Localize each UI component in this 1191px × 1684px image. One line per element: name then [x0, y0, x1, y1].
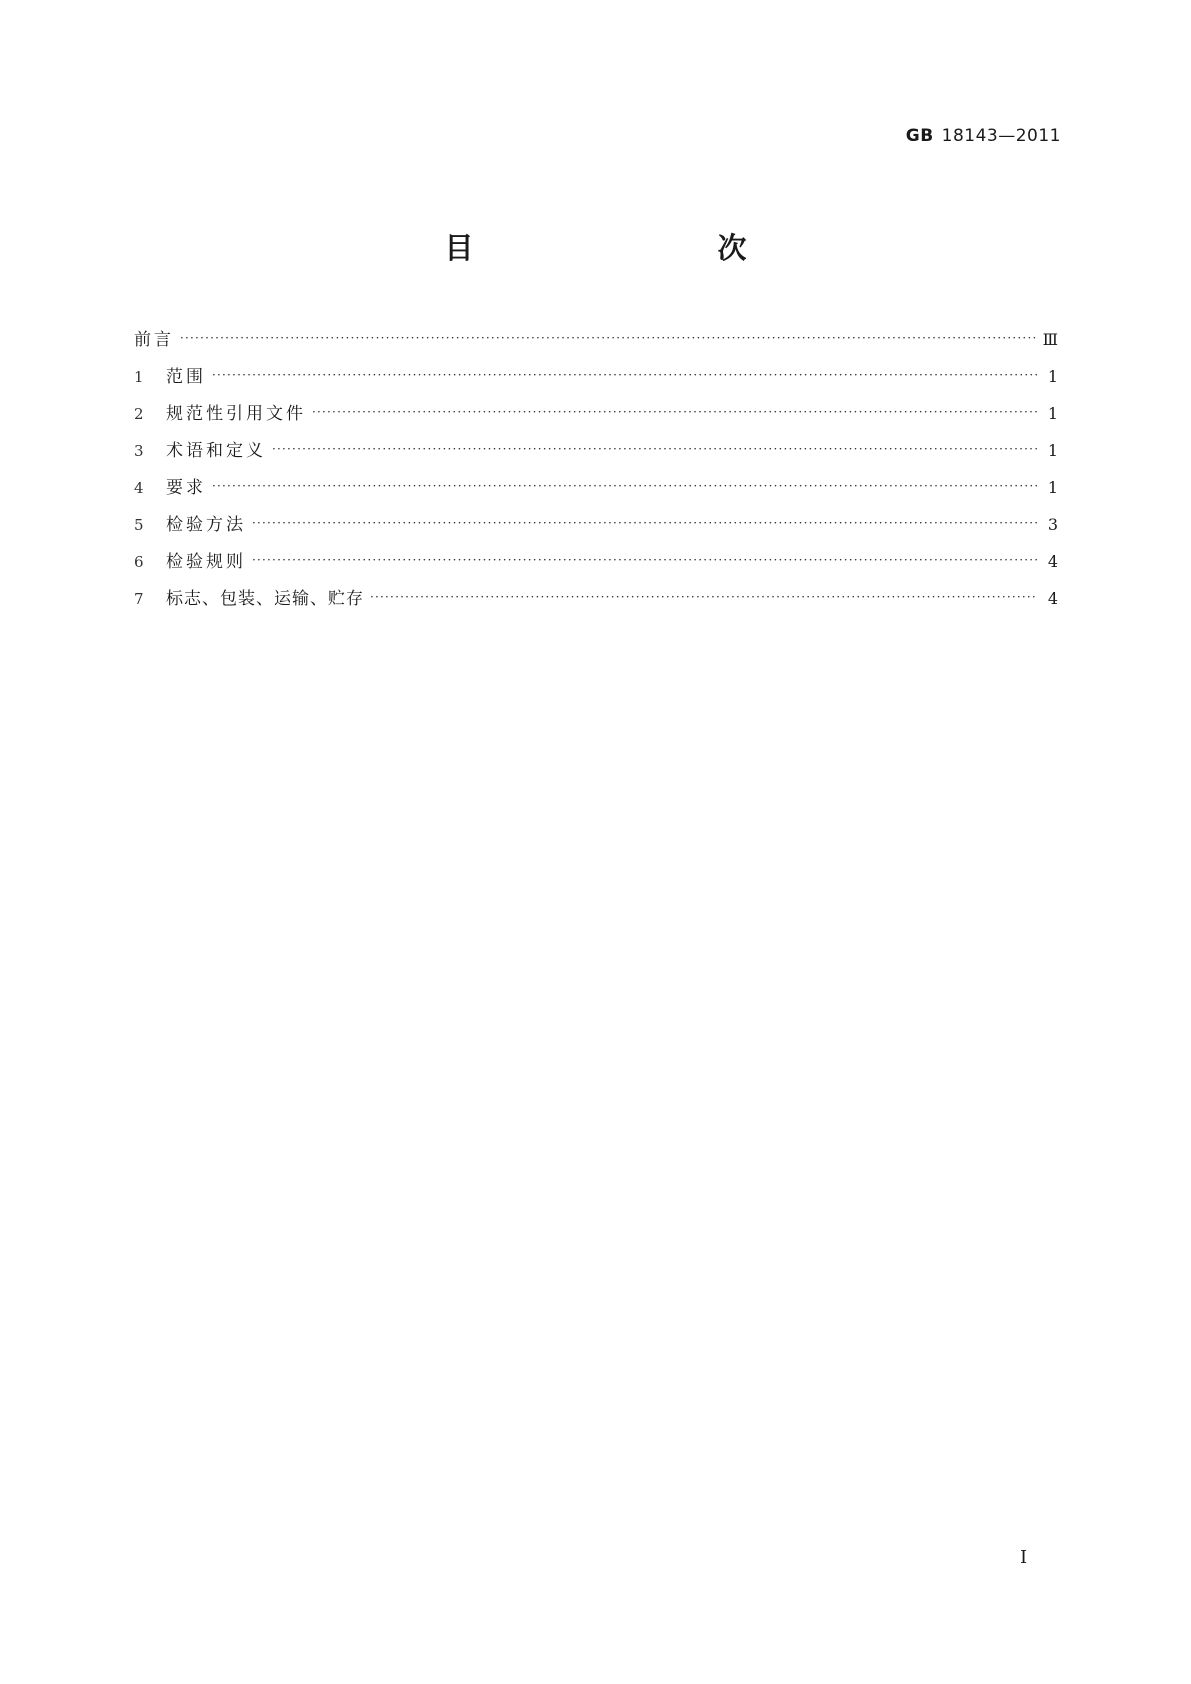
toc-entry-page: 4: [1047, 589, 1058, 608]
toc-entry-number: 2: [134, 405, 144, 423]
toc-entry-number: 5: [134, 516, 144, 534]
toc-entry-inspection-rules[interactable]: [134, 547, 1058, 584]
toc-entry-page: Ⅲ: [1042, 330, 1058, 349]
toc-entry-label: 要求: [166, 478, 206, 498]
toc-entry-number: 6: [134, 553, 144, 571]
toc-entry-number: 4: [134, 479, 144, 497]
toc-entry-number: 7: [134, 590, 144, 608]
toc-entry-page: 1: [1047, 404, 1058, 423]
toc-dot-leader: [370, 587, 1038, 604]
standard-code: [906, 126, 1061, 146]
toc-entry-label: 检验方法: [166, 515, 246, 535]
toc-dot-leader: [252, 513, 1038, 530]
toc-entry-requirements[interactable]: [134, 473, 1058, 510]
standard-code-prefix: GB: [905, 126, 934, 146]
toc-entry-page: 4: [1047, 552, 1058, 571]
toc-entry-number: 1: [134, 368, 144, 386]
toc-dot-leader: [180, 328, 1037, 345]
toc-entry-page: 1: [1047, 367, 1058, 386]
standard-code-number: 18143—2011: [941, 126, 1061, 146]
toc-dot-leader: [212, 476, 1038, 493]
toc-entry-page: 1: [1047, 441, 1058, 460]
toc-list: [134, 325, 1058, 621]
toc-dot-leader: [212, 365, 1038, 382]
toc-dot-leader: [252, 550, 1038, 567]
toc-entry-label: 术语和定义: [166, 441, 266, 461]
toc-entry-marking-packaging[interactable]: [134, 584, 1058, 621]
toc-entry-label: 范围: [166, 367, 206, 387]
toc-entry-test-methods[interactable]: [134, 510, 1058, 547]
toc-entry-number: 3: [134, 442, 144, 460]
toc-entry-page: 1: [1047, 478, 1058, 497]
page-number: Ⅰ: [1020, 1547, 1028, 1568]
toc-entry-terms-definitions[interactable]: [134, 436, 1058, 473]
toc-entry-normative-references[interactable]: [134, 399, 1058, 436]
toc-entry-scope[interactable]: [134, 362, 1058, 399]
toc-title: 目 次: [444, 231, 809, 265]
toc-entry-page: 3: [1047, 515, 1058, 534]
toc-entry-label: 检验规则: [166, 552, 246, 572]
toc-entry-foreword[interactable]: [134, 325, 1058, 362]
toc-entry-label: 规范性引用文件: [166, 404, 306, 424]
toc-entry-label: 标志、包装、运输、贮存: [166, 589, 364, 609]
toc-dot-leader: [312, 402, 1038, 419]
toc-dot-leader: [272, 439, 1038, 456]
toc-entry-label: 前言: [134, 330, 174, 350]
